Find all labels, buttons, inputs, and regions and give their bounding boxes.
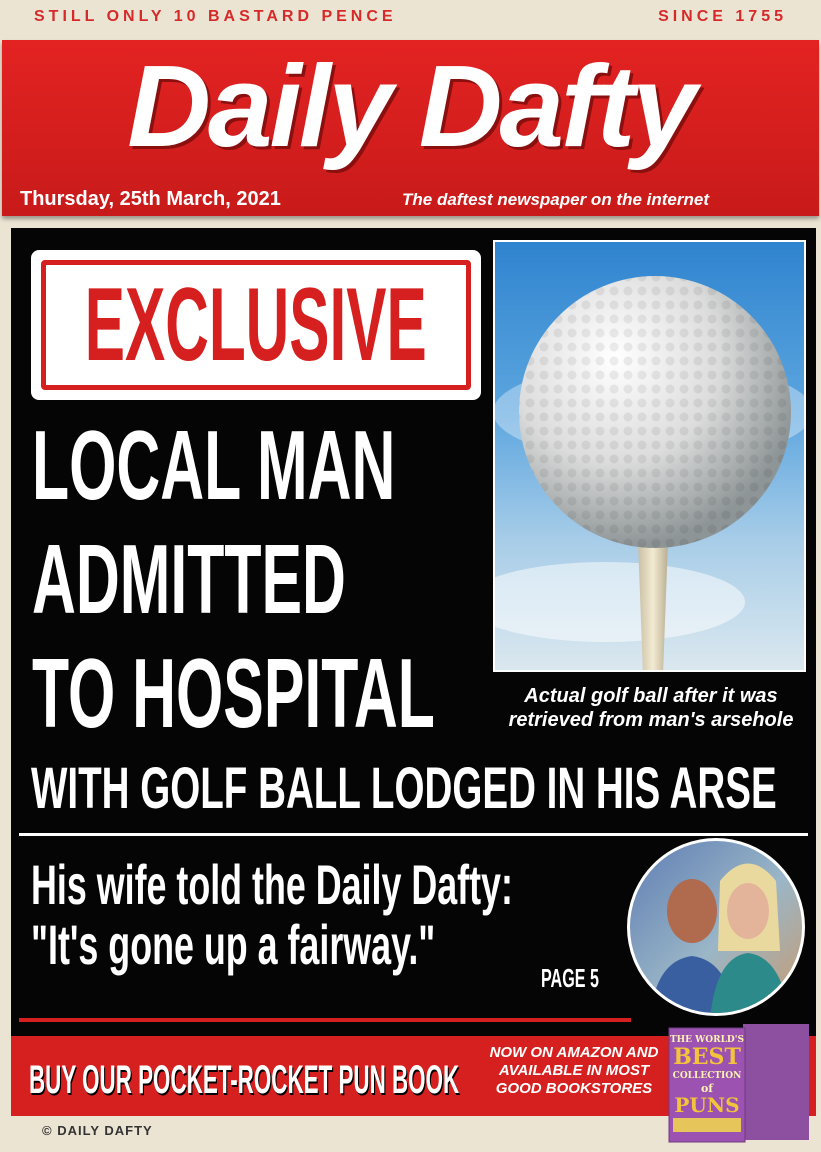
book-text: THE WORLD'S [669,1035,745,1045]
since-line: SINCE 1755 [658,8,787,25]
tee-icon [638,542,668,672]
golf-ball-photo [493,240,806,672]
svg-text:PUNS: PUNS [674,1093,740,1117]
svg-text:of: of [700,1082,714,1095]
newspaper-title: Daily Dafty [127,41,694,171]
issue-date: Thursday, 25th March, 2021 [20,188,281,210]
tagline: The daftest newspaper on the internet [402,190,709,209]
promo-availability: NOW ON AMAZON AND AVAILABLE IN MOST GOOD BOOKSTORES [489,1044,659,1097]
man-face-icon [667,879,717,943]
headline-line-3: TO HOSPITAL [32,638,435,748]
exclusive-label: EXCLUSIVE [85,267,427,383]
pun-book-image [663,1018,815,1146]
svg-text:COLLECTION: COLLECTION [672,1071,742,1081]
headline-line-2: ADMITTED [32,524,346,634]
divider [19,833,808,836]
quote-line-2: "It's gone up a fairway." [31,913,436,976]
exclusive-badge [31,250,481,400]
red-divider [19,1018,631,1022]
photo-caption: Actual golf ball after it was retrieved from man's arsehole [508,685,794,731]
copyright: © DAILY DAFTY [42,1123,153,1138]
quote-line-1: His wife told the Daily Dafty: [31,853,513,916]
headline-line-1: LOCAL MAN [32,410,396,520]
page-reference: PAGE 5 [541,963,599,993]
couple-photo [627,838,805,1016]
masthead [2,40,819,216]
promo-headline: BUY OUR POCKET-ROCKET PUN BOOK [29,1058,460,1102]
price-line: STILL ONLY 10 BASTARD PENCE [34,8,397,25]
svg-text:BEST: BEST [673,1044,741,1070]
subheadline: WITH GOLF BALL LODGED IN HIS ARSE [31,756,777,821]
front-page-panel [11,228,816,1116]
